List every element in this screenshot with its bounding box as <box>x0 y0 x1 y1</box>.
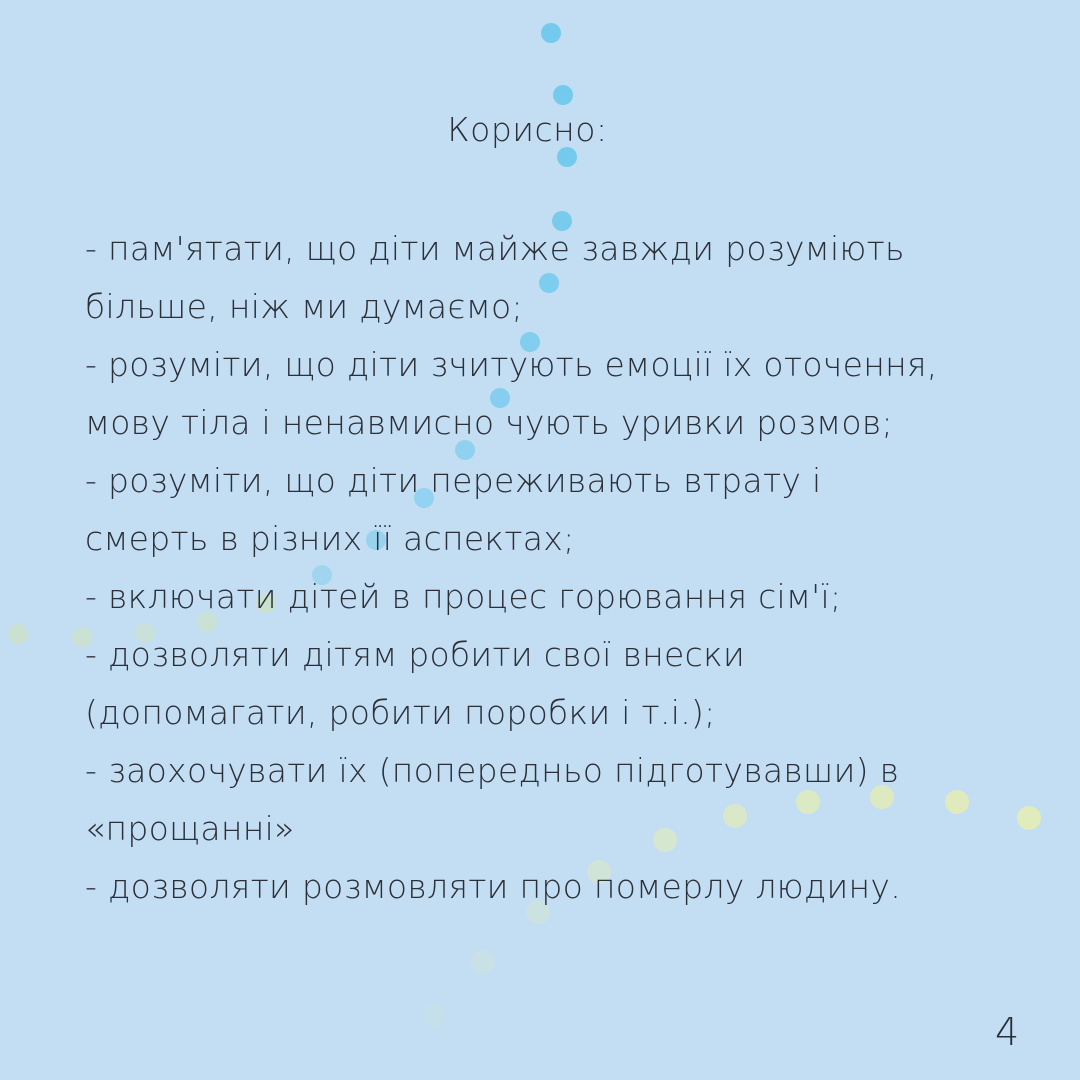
blue-dot <box>553 85 573 105</box>
page-title: Корисно: <box>447 110 608 149</box>
list-line: - пам'ятати, що діти майже завжди розуміють <box>85 229 905 268</box>
list-line: - включати дітей в процес горювання сім'ї; <box>85 577 842 616</box>
list-line: (допомагати, робити поробки і т.і.); <box>85 693 716 732</box>
list-line: мову тіла і ненавмисно чують уривки розмов; <box>85 403 893 442</box>
list-line: - заохочувати їх (попередньо підготувавши) в <box>85 751 900 790</box>
list-line: «прощанні» <box>85 809 295 848</box>
list-line: - розуміти, що діти переживають втрату і <box>85 461 822 500</box>
list-line: - дозволяти дітям робити свої внески <box>85 635 746 674</box>
blue-dot <box>557 147 577 167</box>
green-dot <box>8 624 28 644</box>
yellow-dot <box>471 950 495 974</box>
yellow-dot <box>423 1003 447 1027</box>
list-line: - розуміти, що діти зчитують емоції їх оточення, <box>85 345 938 384</box>
yellow-dot <box>1017 806 1041 830</box>
page-number: 4 <box>995 1010 1020 1054</box>
list-line: смерть в різних її аспектах; <box>85 519 575 558</box>
list-line: - дозволяти розмовляти про померлу людину. <box>85 867 902 906</box>
recommendations-list <box>85 220 985 916</box>
list-line: більше, ніж ми думаємо; <box>85 287 523 326</box>
blue-dot <box>541 23 561 43</box>
